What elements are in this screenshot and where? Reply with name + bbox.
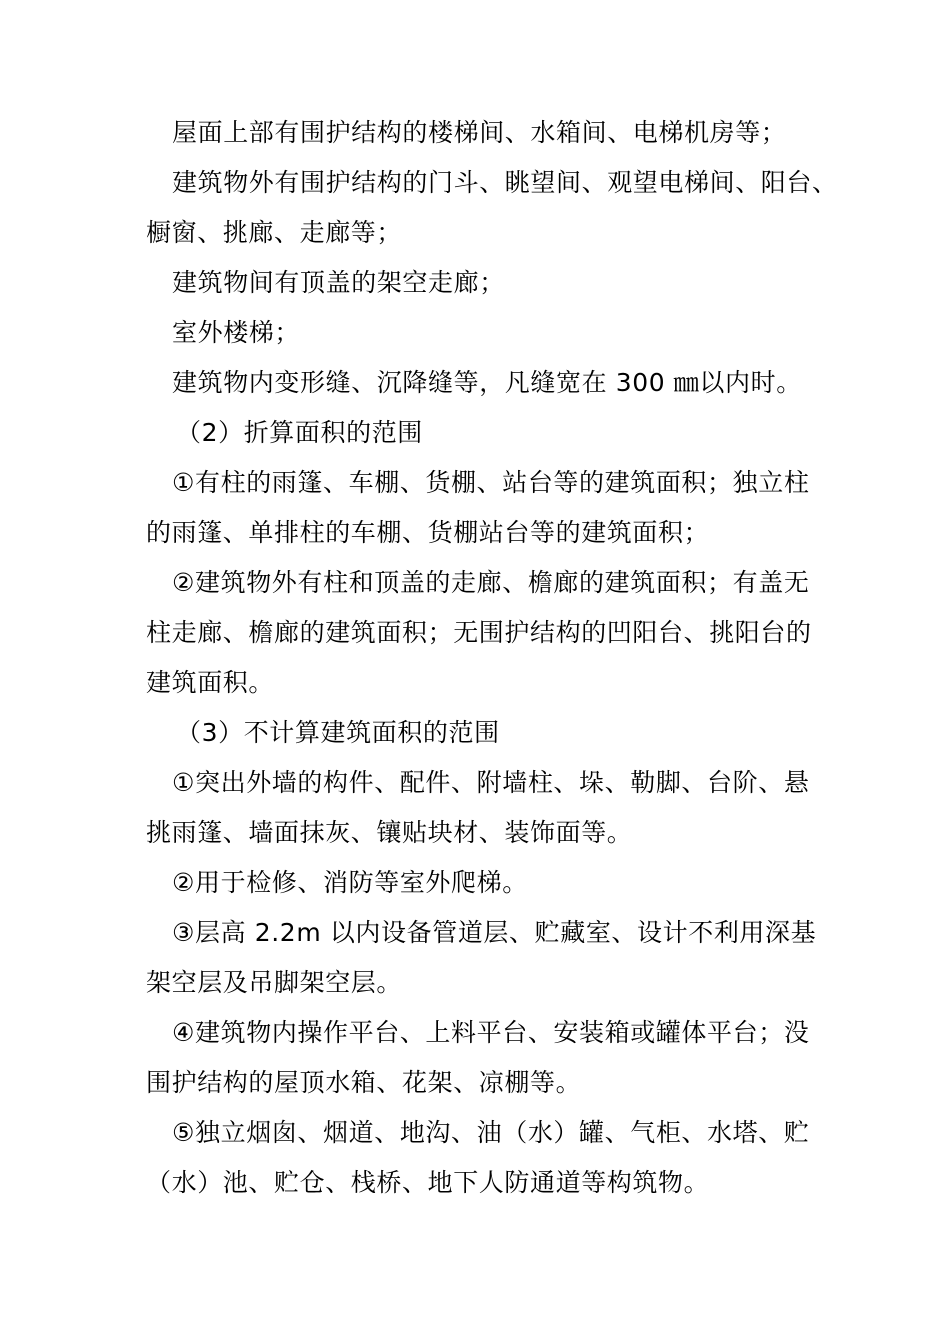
text-line: ①有柱的雨篷、车棚、货棚、站台等的建筑面积；独立柱 <box>172 468 810 497</box>
text-line: ①突出外墙的构件、配件、附墙柱、垛、勒脚、台阶、悬 <box>172 768 810 797</box>
text-line: 屋面上部有围护结构的楼梯间、水箱间、电梯机房等； <box>172 118 787 147</box>
text-line: 挑雨篷、墙面抹灰、镶贴块材、装饰面等。 <box>146 818 633 847</box>
text-line: （水）池、贮仓、栈桥、地下人防通道等构筑物。 <box>146 1168 710 1197</box>
text-line: 的雨篷、单排柱的车棚、货棚站台等的建筑面积； <box>146 518 710 547</box>
section-heading: （2）折算面积的范围 <box>176 418 423 447</box>
text-line: 柱走廊、檐廊的建筑面积；无围护结构的凹阳台、挑阳台的 <box>146 618 812 647</box>
text-line: ④建筑物内操作平台、上料平台、安装箱或罐体平台；没 <box>172 1018 810 1047</box>
text-line: ②用于检修、消防等室外爬梯。 <box>172 868 528 897</box>
text-line: 建筑物内变形缝、沉降缝等，凡缝宽在 300 ㎜以内时。 <box>172 368 802 397</box>
text-line: ③层高 2.2m 以内设备管道层、贮藏室、设计不利用深基 <box>172 918 817 947</box>
text-line: ⑤独立烟囱、烟道、地沟、油（水）罐、气柜、水塔、贮 <box>172 1118 810 1147</box>
text-line: ②建筑物外有柱和顶盖的走廊、檐廊的建筑面积；有盖无 <box>172 568 810 597</box>
text-line: 室外楼梯； <box>172 318 301 347</box>
text-line: 建筑物间有顶盖的架空走廊； <box>172 268 505 297</box>
text-line: 围护结构的屋顶水箱、花架、凉棚等。 <box>146 1068 582 1097</box>
text-line: 建筑面积。 <box>146 668 275 697</box>
text-line: 橱窗、挑廊、走廊等； <box>146 218 403 247</box>
text-line: 架空层及吊脚架空层。 <box>146 968 403 997</box>
text-line: 建筑物外有围护结构的门斗、眺望间、观望电梯间、阳台、 <box>172 168 838 197</box>
section-heading: （3）不计算建筑面积的范围 <box>176 718 500 747</box>
